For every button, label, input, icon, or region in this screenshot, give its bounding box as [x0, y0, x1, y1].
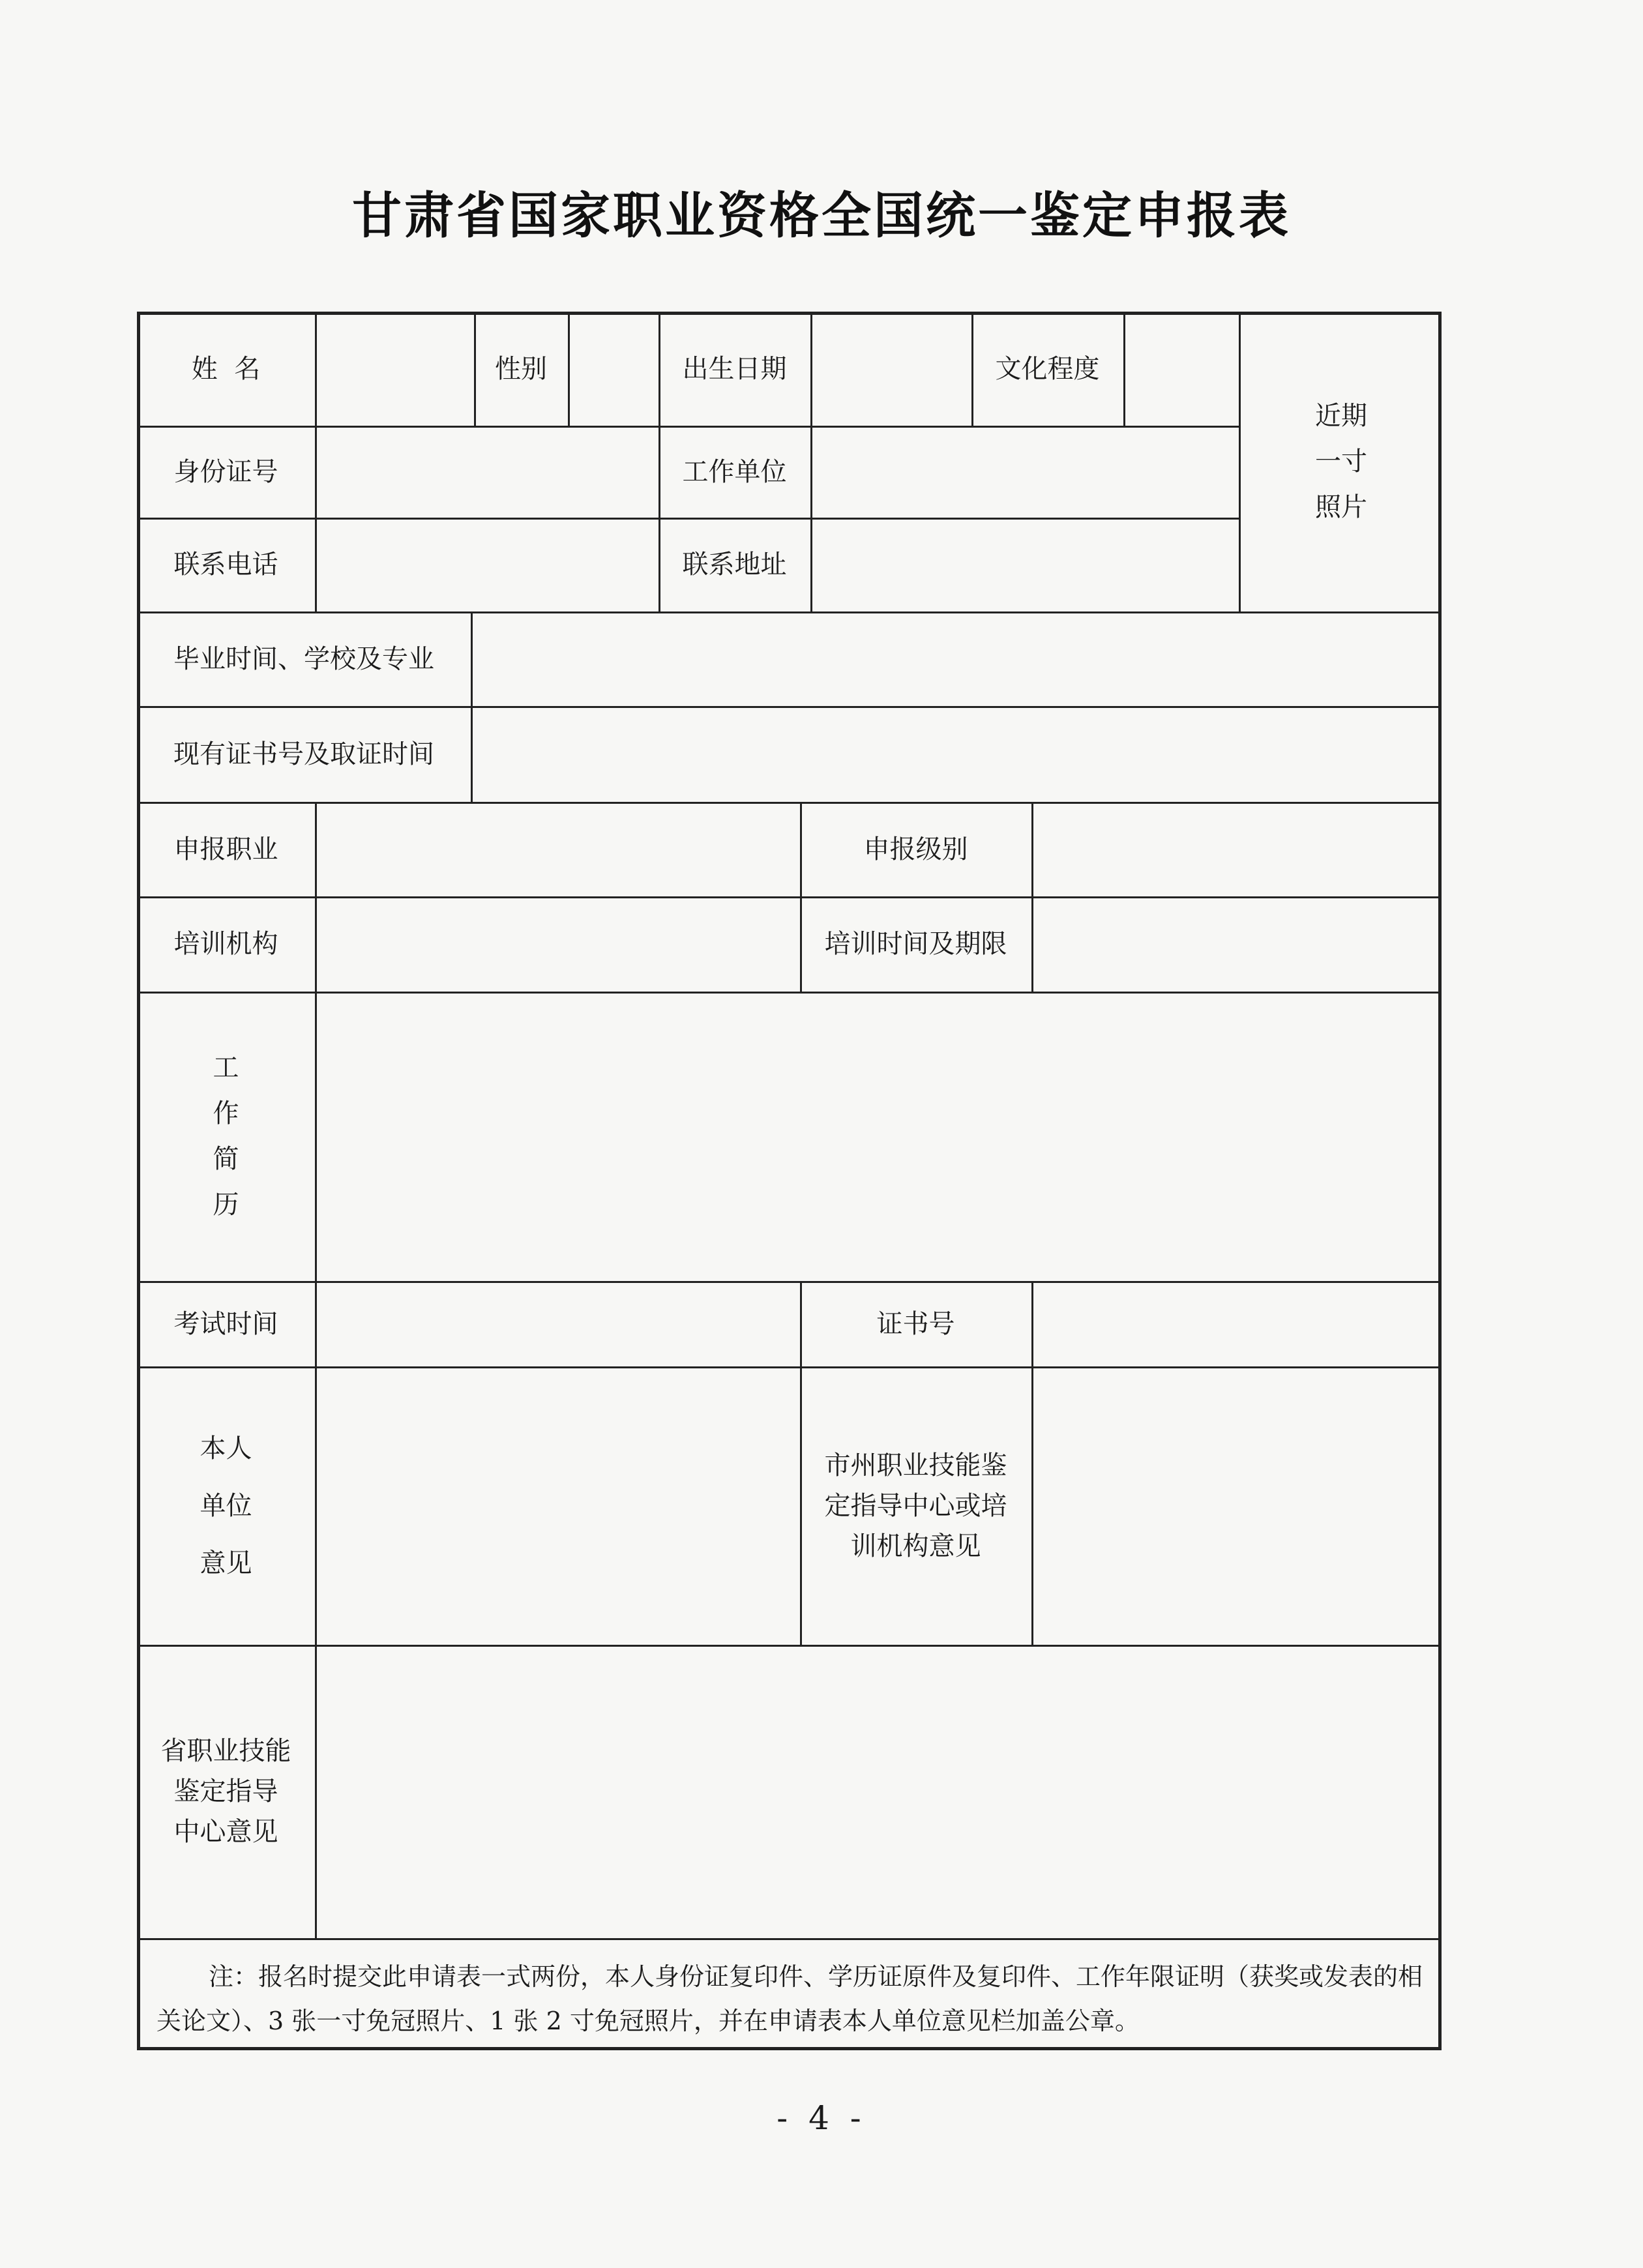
certificate-field[interactable] [473, 708, 1442, 802]
city-opinion-label [800, 1366, 1031, 1645]
province-opinion-label-line: 鉴定指导 [173, 1776, 278, 1806]
level-label: 申报级别 [863, 834, 968, 864]
gender-field[interactable] [570, 312, 659, 426]
birth-date-field[interactable] [812, 312, 971, 426]
note-text: 注：报名时提交此申请表一式两份，本人身份证复印件、学历证原件及复印件、工作年限证明（获奖或发表的相关论文）、3 张一寸免冠照片、1 张 2 寸免冠照片，并在申请表本人单位意见栏加盖公章。 [156, 1962, 1423, 2035]
photo-label-line: 近期 [1315, 401, 1367, 431]
level-field[interactable] [1033, 804, 1442, 896]
graduation-label: 毕业时间、学校及专业 [173, 643, 434, 674]
province-opinion-label [137, 1645, 315, 1938]
province-opinion-label-line: 省职业技能 [160, 1736, 291, 1766]
unit-opinion-label [137, 1366, 315, 1645]
occupation-field[interactable] [317, 804, 800, 896]
gender-label: 性别 [495, 353, 547, 384]
work-history-label-char: 简 [213, 1144, 239, 1174]
work-history-label-char: 作 [213, 1098, 239, 1128]
id-number-label: 身份证号 [173, 456, 278, 487]
training-org-field[interactable] [317, 898, 800, 992]
address-label: 联系地址 [682, 550, 787, 580]
application-form [137, 312, 1442, 2050]
photo-label-line: 一寸 [1315, 447, 1367, 477]
education-field[interactable] [1125, 312, 1239, 426]
address-field[interactable] [812, 520, 1239, 611]
unit-opinion-field[interactable] [317, 1368, 800, 1645]
photo-label-line: 照片 [1315, 492, 1367, 522]
cert-number-label: 证书号 [876, 1308, 955, 1339]
city-opinion-field[interactable] [1033, 1368, 1442, 1645]
cert-number-field[interactable] [1033, 1283, 1442, 1366]
work-history-label-char: 工 [213, 1053, 239, 1083]
city-opinion-label-line: 定指导中心或培 [824, 1490, 1007, 1521]
photo-placeholder[interactable] [1241, 312, 1442, 611]
workplace-field[interactable] [812, 428, 1239, 518]
province-opinion-field[interactable] [317, 1647, 1442, 1938]
education-label: 文化程度 [995, 353, 1100, 384]
unit-opinion-label-line: 本人 [200, 1433, 252, 1464]
page-number: - 4 - [777, 2099, 866, 2137]
form-note [156, 1954, 1425, 2043]
birth-date-label: 出生日期 [682, 353, 787, 384]
graduation-field[interactable] [473, 613, 1442, 706]
unit-opinion-label-line: 单位 [200, 1490, 252, 1521]
certificate-label: 现有证书号及取证时间 [173, 739, 434, 769]
row-divider [137, 1938, 1442, 1940]
province-opinion-label-line: 中心意见 [173, 1817, 278, 1847]
exam-time-field[interactable] [317, 1283, 800, 1366]
city-opinion-label-line: 训机构意见 [850, 1531, 981, 1561]
workplace-label: 工作单位 [682, 456, 787, 487]
training-time-field[interactable] [1033, 898, 1442, 992]
phone-field[interactable] [317, 520, 659, 611]
page-title: 甘肃省国家职业资格全国统一鉴定申报表 [352, 186, 1291, 244]
exam-time-label: 考试时间 [173, 1308, 278, 1339]
name-field[interactable] [317, 312, 474, 426]
training-org-label: 培训机构 [173, 929, 278, 959]
name-label: 姓 名 [191, 353, 261, 384]
id-number-field[interactable] [317, 428, 659, 518]
city-opinion-label-line: 市州职业技能鉴 [824, 1450, 1007, 1480]
work-history-label [137, 992, 315, 1281]
occupation-label: 申报职业 [173, 834, 278, 864]
work-history-label-char: 历 [213, 1190, 239, 1220]
work-history-field[interactable] [317, 994, 1442, 1281]
training-time-label: 培训时间及期限 [824, 929, 1007, 959]
phone-label: 联系电话 [173, 550, 278, 580]
unit-opinion-label-line: 意见 [200, 1548, 252, 1578]
